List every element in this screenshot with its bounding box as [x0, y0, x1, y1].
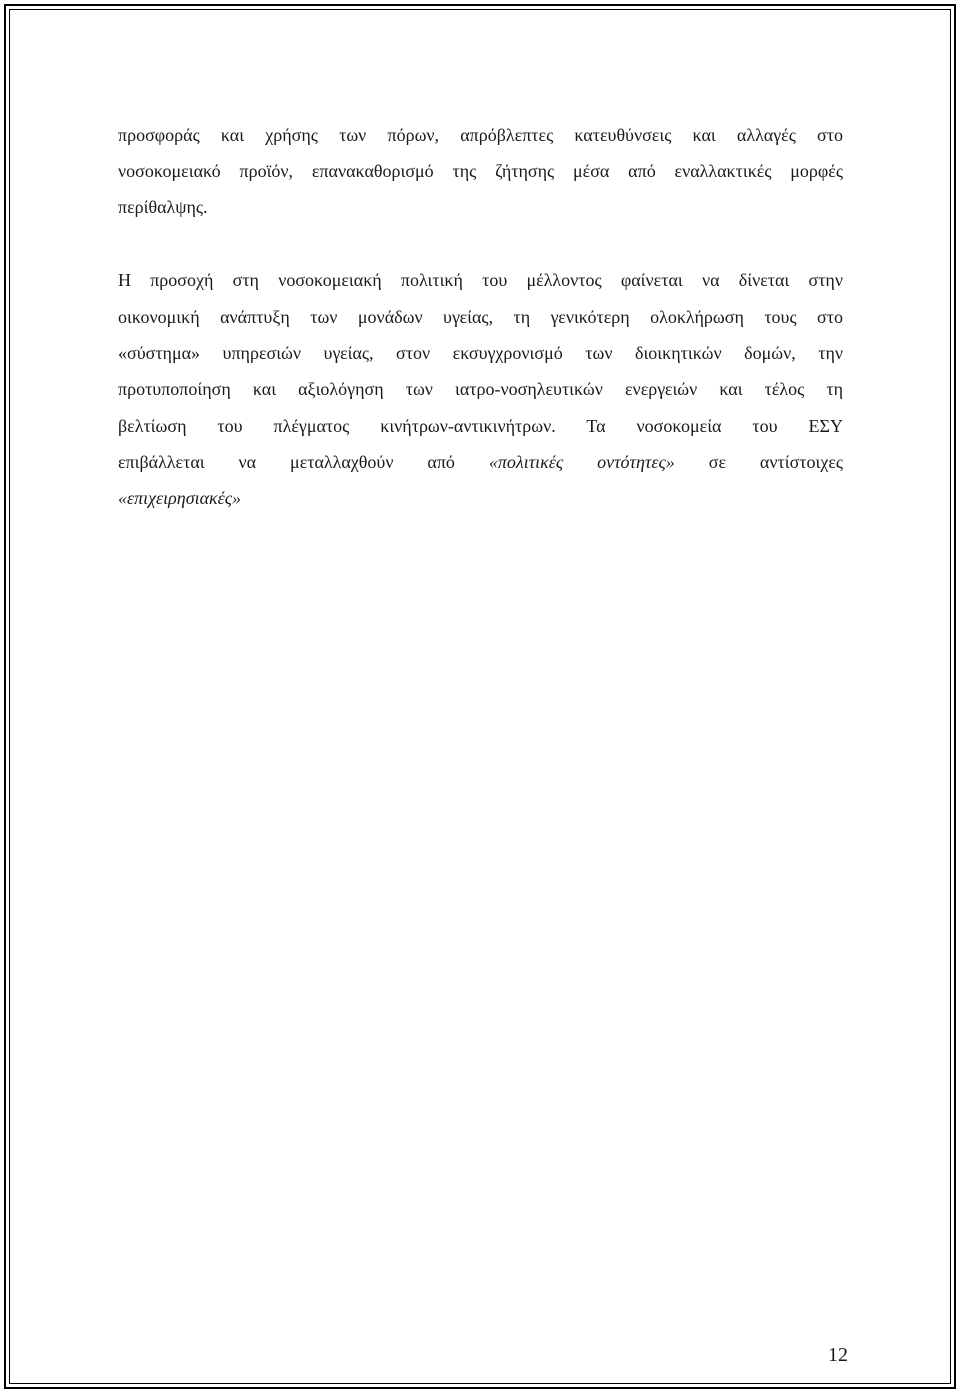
paragraph-1-line-1: προσφοράς και χρήσης των πόρων, απρόβλεπτες κατευθύνσεις και αλλαγές στο	[118, 125, 843, 145]
paragraph-2-line-1: Η προσοχή στη νοσοκομειακή πολιτική του μέλλοντος φαίνεται να δίνεται στην	[118, 270, 843, 290]
paragraph-2-line-6	[118, 450, 843, 474]
paragraph-1-line-3: περίθαλψης.	[118, 197, 208, 217]
paragraph-2-line-2: οικονομική ανάπτυξη των μονάδων υγείας, τη γενικότερη ολοκλήρωση τους στο	[118, 307, 843, 327]
paragraph-2-line-7	[118, 486, 843, 510]
paragraph-2-line-5: βελτίωση του πλέγματος κινήτρων-αντικινήτρων. Τα νοσοκομεία του ΕΣΥ	[118, 416, 843, 436]
paragraph-1-line-2: νοσοκομειακό προϊόν, επανακαθορισμό της ζήτησης μέσα από εναλλακτικές μορφές	[118, 161, 843, 181]
paragraph-2-line-3: «σύστημα» υπηρεσιών υγείας, στον εκσυγχρονισμό των διοικητικών δομών, την	[118, 343, 843, 363]
page-number: 12	[828, 1344, 848, 1366]
italic-phrase-business: «επιχειρησιακές»	[118, 488, 242, 508]
italic-phrase-political-entities: «πολιτικές οντότητες»	[488, 452, 675, 472]
line-6-prefix: επιβάλλεται να μεταλλαχθούν από	[118, 452, 455, 472]
line-6-middle: σε αντίστοιχες	[708, 452, 844, 472]
paragraph-2-line-4: προτυποποίηση και αξιολόγηση των ιατρο-νοσηλευτικών ενεργειών και τέλος τη	[118, 379, 843, 399]
